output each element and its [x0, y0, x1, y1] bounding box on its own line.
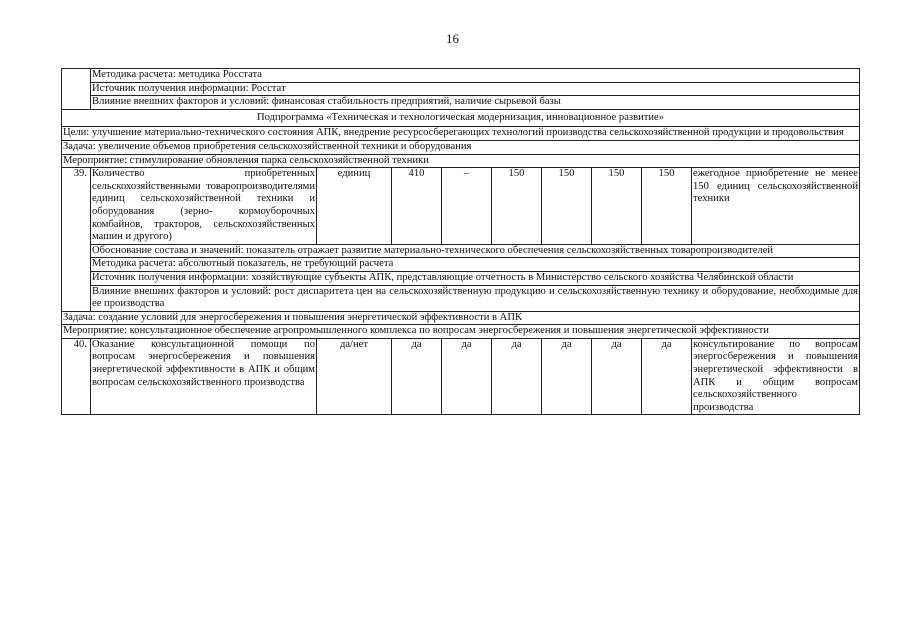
table-row: [62, 258, 860, 272]
table-row: [62, 82, 860, 96]
value-cell: 410: [392, 168, 442, 245]
table-row: [62, 271, 860, 285]
empty-num-cell: [62, 69, 91, 110]
table-row: [62, 69, 860, 83]
table-row: [62, 140, 860, 154]
indicator-name: Количество приобретенных сельскохозяйственными товаропроизводителями единиц сельскохозяйственной техники и оборудования (зерно- кормоуборочных комбайнов, тракторов, сельскохозяйственных машин и другого): [91, 168, 317, 245]
table-row: [62, 127, 860, 141]
row-number: 39.: [62, 168, 91, 312]
rationale-row: Обоснование состава и значений: показатель отражает развитие материально-технического обеспечения сельскохозяйственных товаропроизводителей: [91, 244, 860, 258]
unit-cell: да/нет: [317, 338, 392, 415]
value-cell: да: [542, 338, 592, 415]
page-number: 16: [446, 31, 459, 46]
task-row: Задача: увеличение объемов приобретения сельскохозяйственной техники и оборудования: [62, 140, 860, 154]
table-row: [62, 96, 860, 110]
unit-cell: единиц: [317, 168, 392, 245]
value-cell: 150: [592, 168, 642, 245]
measure-row: Мероприятие: стимулирование обновления парка сельскохозяйственной техники: [62, 154, 860, 168]
indicator-row-40: [62, 338, 860, 415]
table-row: [62, 244, 860, 258]
note-cell: консультирование по вопросам энергосбережения и повышения энергетической эффективности в АПК и общим вопросам сельскохозяйственного производства: [692, 338, 860, 415]
measure-row: Мероприятие: консультационное обеспечение агропромышленного комплекса по вопросам энергосбережения и повышения энергетической эффективности: [62, 325, 860, 339]
value-cell: да: [592, 338, 642, 415]
table-row: [62, 285, 860, 311]
note-cell: ежегодное приобретение не менее 150 единиц сельскохозяйственной техники: [692, 168, 860, 245]
row-number: 40.: [62, 338, 91, 415]
value-cell: да: [492, 338, 542, 415]
table-row: [62, 325, 860, 339]
source-row: Источник получения информации: Росстат: [91, 82, 860, 96]
table-row: [62, 311, 860, 325]
indicator-row-39: [62, 168, 860, 245]
value-cell: 150: [542, 168, 592, 245]
factors-row: Влияние внешних факторов и условий: финансовая стабильность предприятий, наличие сырьевой базы: [91, 96, 860, 110]
indicator-name: Оказание консультационной помощи по вопросам энергосбережения и повышения энергетической эффективности в АПК и общим вопросам сельскохозяйственного производства: [91, 338, 317, 415]
factors-row: Влияние внешних факторов и условий: рост диспаритета цен на сельскохозяйственную продукцию и сельскохозяйственную технику и оборудование, необходимые для ее производства: [91, 285, 860, 311]
method-row: Методика расчета: абсолютный показатель, не требующий расчета: [91, 258, 860, 272]
task-row: Задача: создание условий для энергосбережения и повышения энергетической эффективности в АПК: [62, 311, 860, 325]
value-cell: 150: [642, 168, 692, 245]
value-cell: –: [442, 168, 492, 245]
value-cell: да: [642, 338, 692, 415]
value-cell: 150: [492, 168, 542, 245]
method-row: Методика расчета: методика Росстата: [91, 69, 860, 83]
table-row: [62, 154, 860, 168]
source-row: Источник получения информации: хозяйствующие субъекты АПК, представляющие отчетность в Министерство сельского хозяйства Челябинской области: [91, 271, 860, 285]
goal-row: Цели: улучшение материально-технического состояния АПК, внедрение ресурсосберегающих технологий производства сельскохозяйственной продукции и продовольствия: [62, 127, 860, 141]
subprogram-title: Подпрограмма «Техническая и технологическая модернизация, инновационное развитие»: [62, 109, 860, 127]
indicators-table: [61, 68, 860, 415]
value-cell: да: [392, 338, 442, 415]
value-cell: да: [442, 338, 492, 415]
table-row: [62, 109, 860, 127]
